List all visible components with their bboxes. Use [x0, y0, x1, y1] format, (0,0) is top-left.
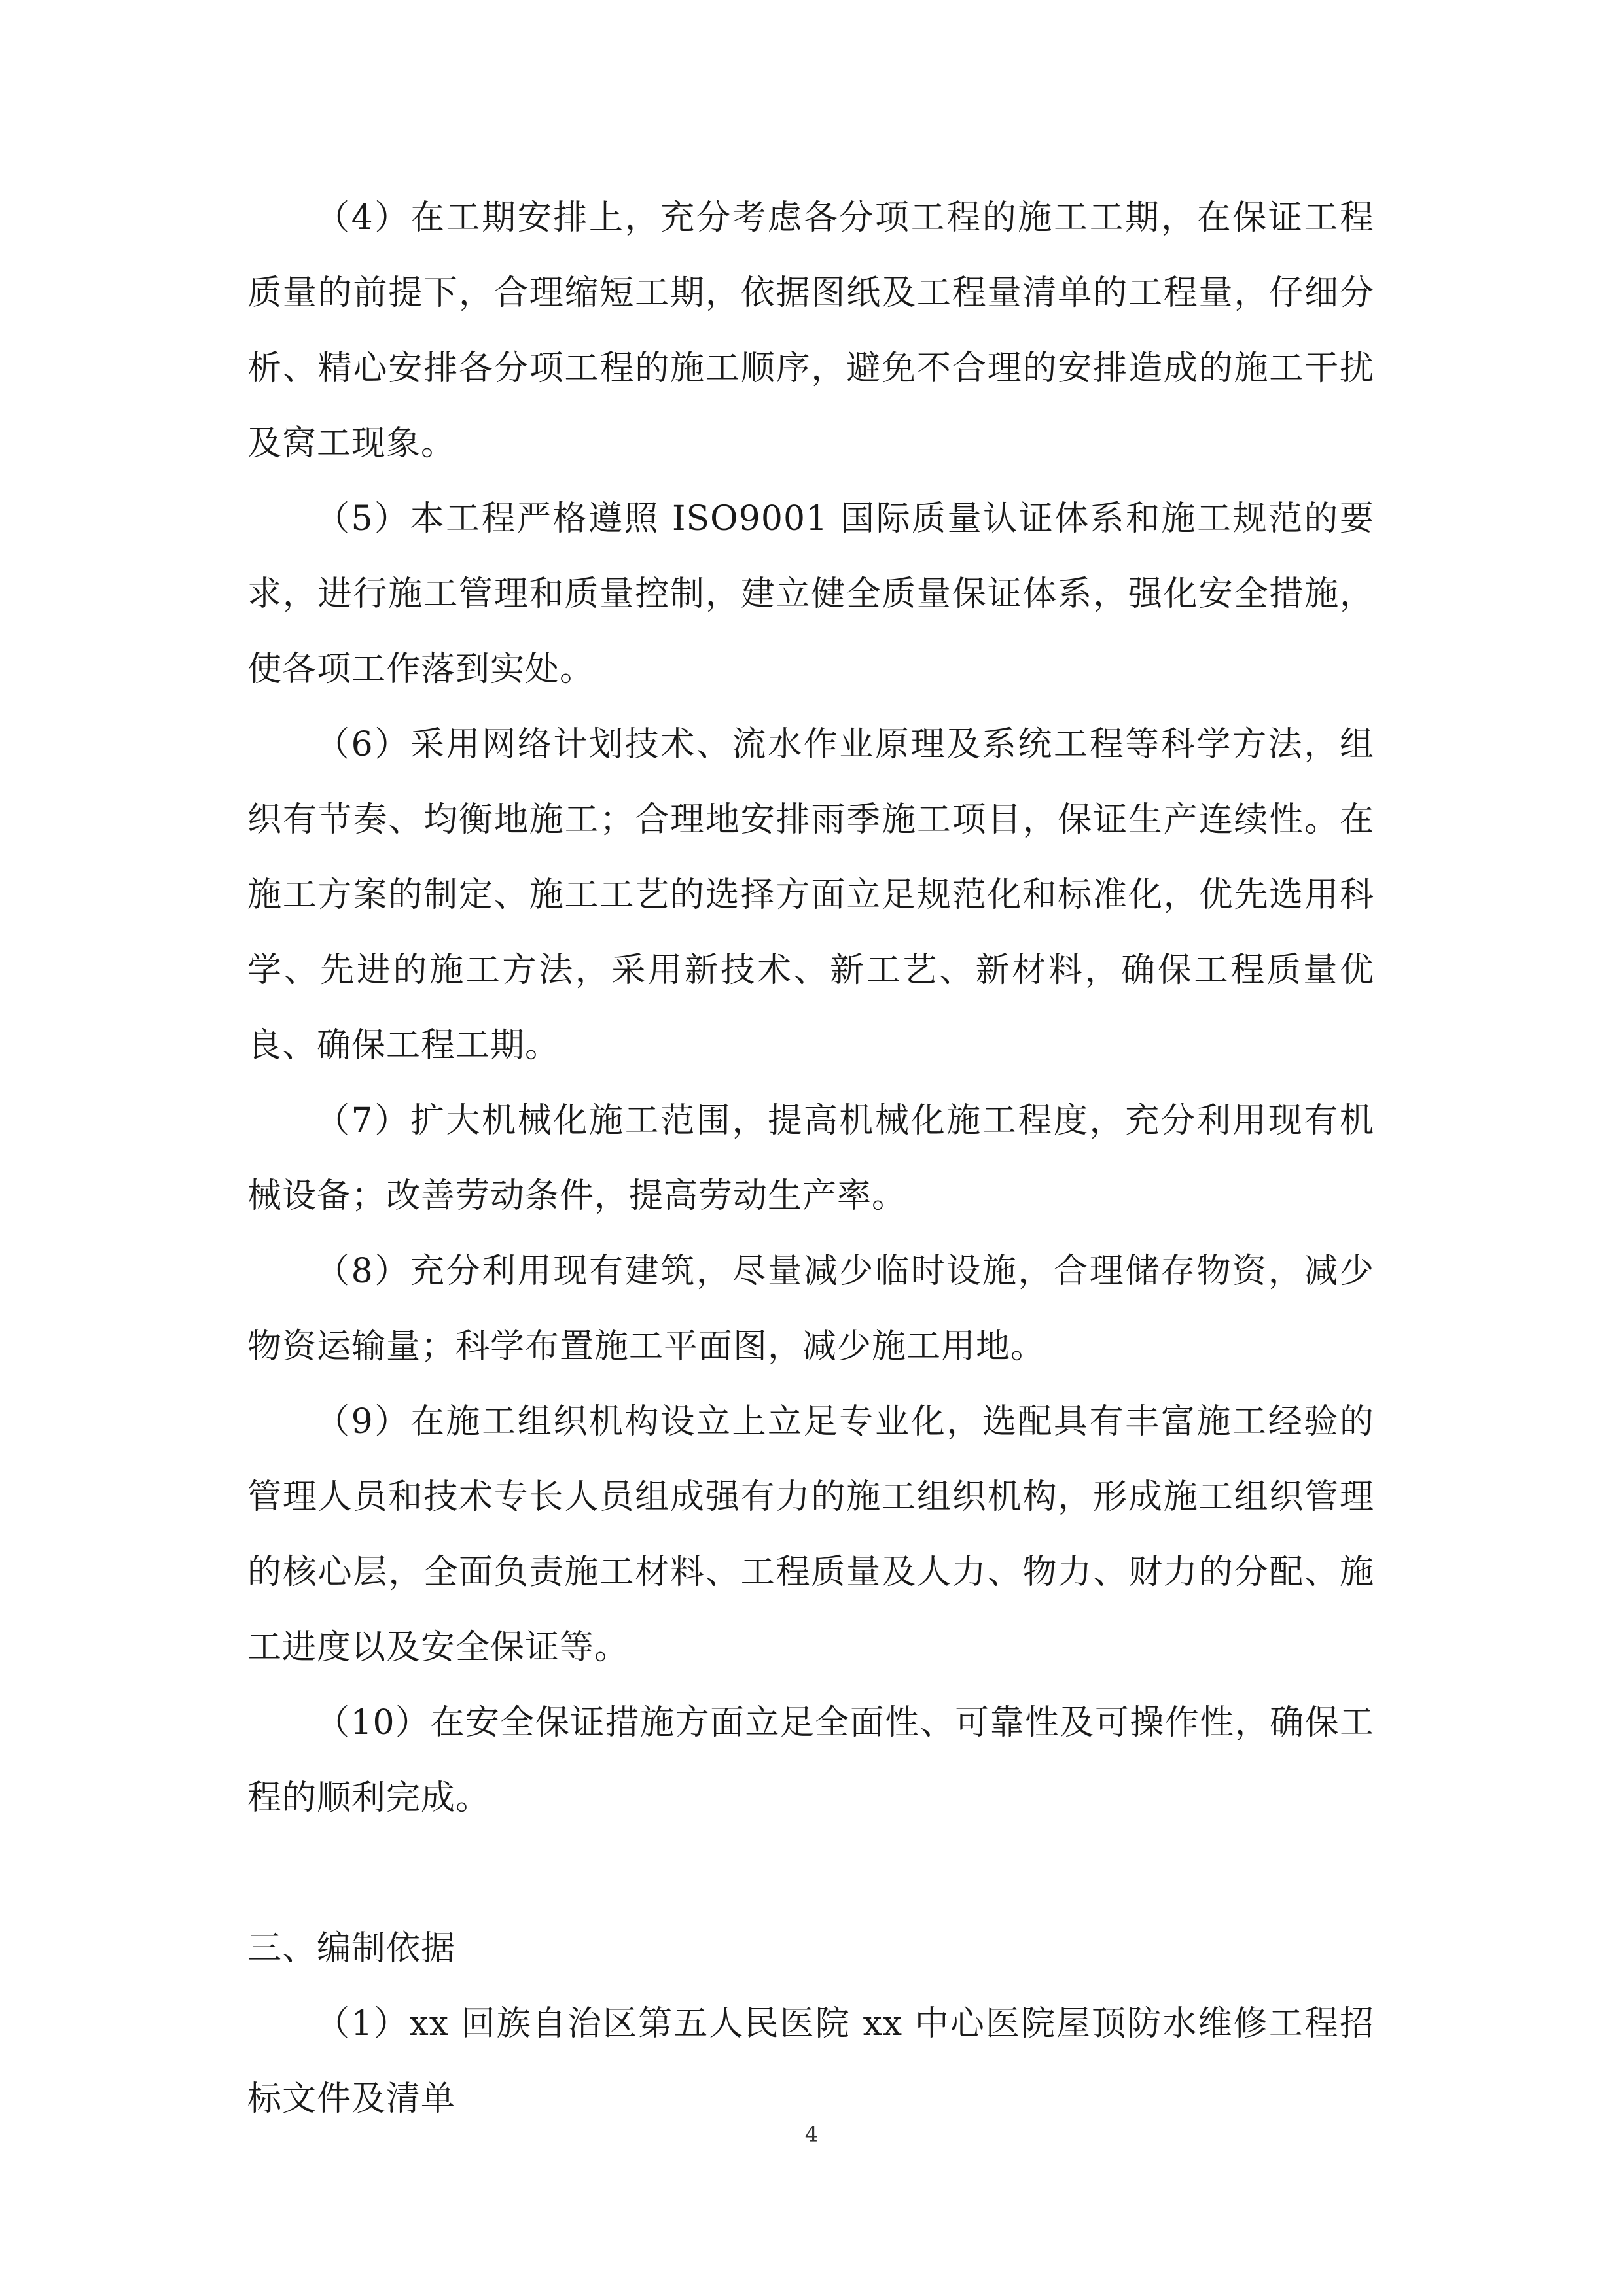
paragraph-item-5: （5）本工程严格遵照 ISO9001 国际质量认证体系和施工规范的要求，进行施工管理和质量控制，建立健全质量保证体系，强化安全措施，使各项工作落到实处。: [247, 499, 1374, 689]
paragraph-item-4: （4）在工期安排上，充分考虑各分项工程的施工工期，在保证工程质量的前提下，合理缩短工期，依据图纸及工程量清单的工程量，仔细分析、精心安排各分项工程的施工顺序，避免不合理的安排造成的施工干扰及窝工现象。: [247, 198, 1374, 463]
page-body: [247, 181, 1374, 2137]
section-heading: 三、编制依据: [247, 1929, 456, 1968]
paragraph-item-7: （7）扩大机械化施工范围，提高机械化施工程度，充分利用现有机械设备；改善劳动条件，提高劳动生产率。: [247, 1101, 1374, 1216]
page-number: 4: [804, 2122, 819, 2147]
section-paragraph-1: （1）xx 回族自治区第五人民医院 xx 中心医院屋顶防水维修工程招标文件及清单: [247, 2004, 1374, 2119]
paragraph-item-8: （8）充分利用现有建筑，尽量减少临时设施，合理储存物资，减少物资运输量；科学布置施工平面图，减少施工用地。: [247, 1252, 1374, 1366]
paragraph-item-6: （6）采用网络计划技术、流水作业原理及系统工程等科学方法，组织有节奏、均衡地施工；合理地安排雨季施工项目，保证生产连续性。在施工方案的制定、施工工艺的选择方面立足规范化和标准化，优先选用科学、先进的施工方法，采用新技术、新工艺、新材料，确保工程质量优良、确保工程工期。: [247, 725, 1374, 1065]
paragraph-item-9: （9）在施工组织机构设立上立足专业化，选配具有丰富施工经验的管理人员和技术专长人员组成强有力的施工组织机构，形成施工组织管理的核心层，全面负责施工材料、工程质量及人力、物力、财力的分配、施工进度以及安全保证等。: [247, 1402, 1374, 1667]
paragraph-item-10: （10）在安全保证措施方面立足全面性、可靠性及可操作性，确保工程的顺利完成。: [247, 1703, 1374, 1818]
